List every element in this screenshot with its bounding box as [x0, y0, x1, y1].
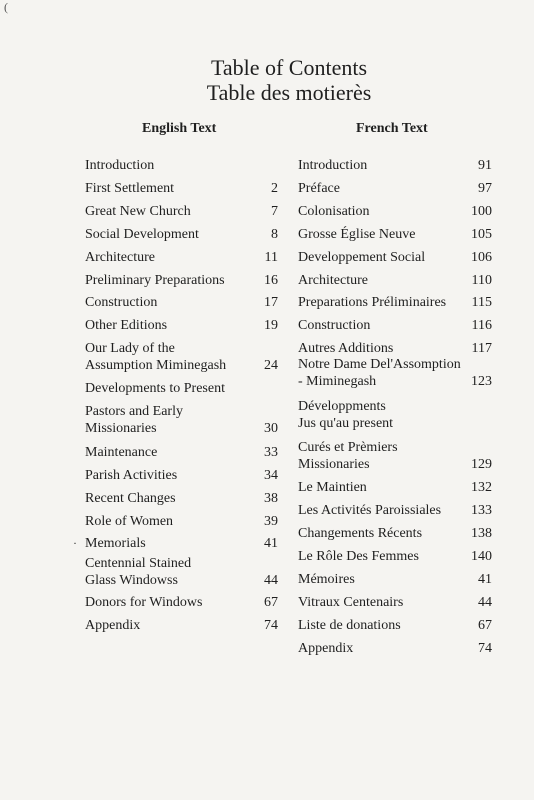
entry-page-number: 30 — [264, 421, 278, 436]
entry-page-number: 100 — [471, 204, 492, 219]
entry-title: Role of Women — [85, 514, 174, 529]
entry-page-number: 116 — [471, 318, 492, 333]
entry-page-number: 7 — [271, 204, 278, 219]
entry-title: Developpement Social — [298, 250, 426, 265]
entry-page-number: 67 — [478, 618, 492, 633]
page-edge-mark: ( — [4, 0, 8, 14]
entry-page-number: 132 — [471, 480, 492, 495]
entry-title-line: Centennial Stained — [85, 556, 192, 571]
toc-title-french: Table des motierès — [206, 80, 372, 105]
entry-title: Architecture — [298, 273, 368, 288]
entry-title-line: Assumption Miminegash — [85, 358, 227, 373]
entry-page-number: 123 — [471, 374, 492, 389]
entry-page-number: 140 — [471, 549, 492, 564]
entry-title — [85, 340, 226, 374]
entry-title — [85, 555, 191, 589]
entry-title: Autres Additions — [298, 341, 394, 356]
entry-page-number: 34 — [264, 468, 278, 483]
entry-page-number: 41 — [264, 536, 278, 551]
entry-title — [85, 403, 183, 437]
entry-title: Maintenance — [85, 445, 158, 460]
entry-title: Preliminary Preparations — [85, 273, 225, 288]
entry-page-number: 17 — [264, 295, 278, 310]
french-column-header: French Text — [356, 121, 428, 136]
entry-page-number: 106 — [471, 250, 492, 265]
entry-title: Liste de donations — [298, 618, 401, 633]
entry-title: Recent Changes — [85, 491, 176, 506]
entry-page-number: 74 — [264, 618, 278, 633]
entry-title: Introduction — [298, 158, 368, 173]
entry-title: Préface — [298, 181, 340, 196]
entry-title — [298, 356, 461, 390]
entry-title: Architecture — [85, 250, 155, 265]
entry-title: Parish Activities — [85, 468, 178, 483]
entry-title-line: Missionaries — [85, 421, 157, 436]
entry-title — [298, 398, 393, 432]
entry-page-number: 44 — [264, 573, 278, 588]
entry-title: Donors for Windows — [85, 595, 203, 610]
margin-tick: · — [73, 536, 77, 550]
toc-title-english: Table of Contents — [210, 55, 368, 80]
entry-page-number: 8 — [271, 227, 278, 242]
entry-title — [298, 439, 398, 473]
entry-title: First Settlement — [85, 181, 175, 196]
entry-title: Appendix — [85, 618, 141, 633]
entry-title: Social Development — [85, 227, 199, 242]
entry-title: Other Editions — [85, 318, 168, 333]
entry-page-number: 41 — [478, 572, 492, 587]
entry-page-number: 67 — [264, 595, 278, 610]
entry-page-number: 133 — [471, 503, 492, 518]
entry-page-number: 19 — [264, 318, 278, 333]
entry-page-number: 33 — [264, 445, 278, 460]
entry-page-number: 117 — [471, 341, 492, 356]
entry-title: Great New Church — [85, 204, 191, 219]
entry-page-number: 110 — [471, 273, 492, 288]
entry-page-number: 24 — [264, 358, 278, 373]
entry-title: Mémoires — [298, 572, 355, 587]
entry-title-line: Glass Windowss — [85, 573, 178, 588]
entry-title: Appendix — [298, 641, 354, 656]
entry-title: Construction — [298, 318, 371, 333]
entry-title: Construction — [85, 295, 158, 310]
entry-title-line: Notre Dame Del'Assomption — [298, 357, 461, 372]
entry-title: Introduction — [85, 158, 155, 173]
entry-page-number: 2 — [271, 181, 278, 196]
entry-title: Le Maintien — [298, 480, 367, 495]
entry-title-line: Our Lady of the — [85, 341, 175, 356]
entry-page-number: 11 — [264, 250, 278, 265]
entry-title: Preparations Préliminaires — [298, 295, 447, 310]
entry-title-line: - Miminegash — [298, 374, 377, 389]
entry-title: Le Rôle Des Femmes — [298, 549, 419, 564]
entry-title: Vitraux Centenairs — [298, 595, 404, 610]
entry-title: Grosse Église Neuve — [298, 227, 416, 242]
entry-title: Colonisation — [298, 204, 370, 219]
entry-page-number: 138 — [471, 526, 492, 541]
english-column-header: English Text — [142, 121, 217, 136]
entry-page-number: 39 — [264, 514, 278, 529]
entry-page-number: 97 — [478, 181, 492, 196]
entry-page-number: 74 — [478, 641, 492, 656]
entry-page-number: 91 — [478, 158, 492, 173]
entry-title-line: Jus qu'au present — [298, 416, 394, 431]
entry-page-number: 115 — [471, 295, 492, 310]
entry-title: Changements Récents — [298, 526, 423, 541]
entry-title-line: Pastors and Early — [85, 404, 183, 419]
entry-title-line: Curés et Prèmiers — [298, 440, 398, 455]
entry-page-number: 16 — [264, 273, 278, 288]
entry-title: Memorials — [85, 536, 146, 551]
entry-title: Developments to Present — [85, 381, 225, 396]
entry-title-line: Développments — [298, 399, 386, 414]
entry-title: Les Activités Paroissiales — [298, 503, 442, 518]
entry-page-number: 105 — [471, 227, 492, 242]
entry-page-number: 129 — [471, 457, 492, 472]
entry-title-line: Missionaries — [298, 457, 370, 472]
entry-page-number: 44 — [478, 595, 492, 610]
entry-page-number: 38 — [264, 491, 278, 506]
